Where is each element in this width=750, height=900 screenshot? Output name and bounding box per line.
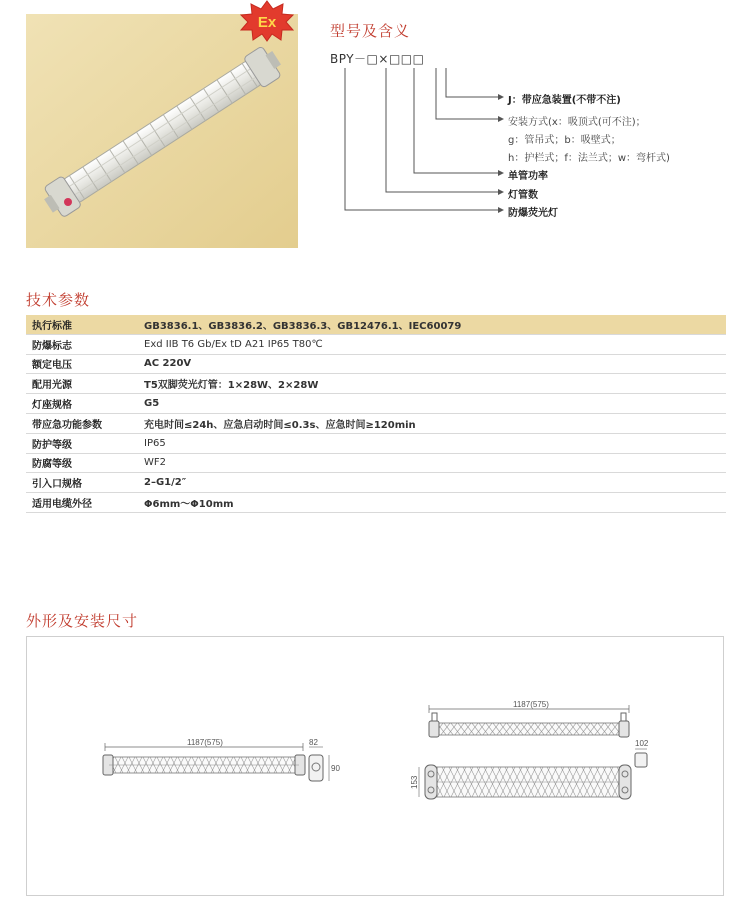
ex-badge-label: Ex [257, 14, 277, 31]
model-code-prefix: BPY－ [330, 52, 367, 66]
table-row [26, 413, 726, 433]
model-title: 型号及含义 [330, 22, 411, 40]
dimension-drawings [27, 637, 723, 895]
legend-emergency: J：带应急装置(不带不注) [508, 95, 621, 106]
spec-value: G5 [138, 394, 726, 414]
left-view [103, 738, 340, 781]
spec-value: T5双脚荧光灯管：1×28W、2×28W [138, 374, 726, 394]
ex-badge [236, 0, 298, 42]
legend-install-options-2: h：护栏式；f：法兰式；w：弯杆式) [508, 153, 670, 164]
table-row [26, 394, 726, 414]
spec-key: 适用电缆外径 [26, 493, 138, 513]
spec-value: 充电时间≤24h、应急启动时间≤0.3s、应急时间≥120min [138, 413, 726, 433]
model-code-boxes: □□□ [388, 52, 425, 66]
table-row [26, 374, 726, 394]
table-row [26, 433, 726, 453]
spec-key: 额定电压 [26, 354, 138, 374]
right-width-label: 102 [635, 739, 649, 748]
spec-key: 灯座规格 [26, 394, 138, 414]
table-row [26, 473, 726, 493]
spec-key: 防腐等级 [26, 453, 138, 473]
fluorescent-lamp-image [26, 14, 298, 248]
spec-value: 2–G1/2″ [138, 473, 726, 493]
dimensions-title: 外形及安装尺寸 [26, 612, 139, 630]
table-row [26, 493, 726, 513]
legend-tube-count: 灯管数 [508, 190, 538, 201]
legend-lamp-type: 防爆荧光灯 [508, 208, 558, 219]
table-row [26, 453, 726, 473]
spec-value: IP65 [138, 433, 726, 453]
spec-value: AC 220V [138, 354, 726, 374]
spec-value: Exd IIB T6 Gb/Ex tD A21 IP65 T80℃ [138, 334, 726, 354]
legend-install-options-1: g：管吊式；b：吸壁式； [508, 135, 621, 146]
specs-title: 技术参数 [26, 291, 91, 309]
right-front-view [410, 739, 649, 799]
specs-table [26, 315, 726, 513]
left-length-label: 1187(575) [187, 738, 223, 747]
legend-single-tube-power: 单管功率 [508, 171, 548, 182]
product-photo [26, 14, 298, 248]
table-row [26, 334, 726, 354]
spec-key: 带应急功能参数 [26, 413, 138, 433]
model-code-box: □ [366, 52, 379, 66]
dimensions-drawing [26, 636, 724, 896]
right-length-label: 1187(575) [513, 700, 549, 709]
spec-key: 防护等级 [26, 433, 138, 453]
spec-key: 执行标准 [26, 315, 138, 334]
model-diagram [330, 40, 710, 230]
spec-value: GB3836.1、GB3836.2、GB3836.3、GB12476.1、IEC60079 [138, 315, 726, 334]
legend-install-mode: 安装方式(x：吸顶式(可不注)； [508, 117, 646, 128]
table-row [26, 354, 726, 374]
spec-value: Φ6mm～Φ10mm [138, 493, 726, 513]
spec-key: 引入口规格 [26, 473, 138, 493]
right-top-view [429, 700, 629, 737]
spec-key: 配用光源 [26, 374, 138, 394]
table-row [26, 315, 726, 334]
spec-key: 防爆标志 [26, 334, 138, 354]
model-code-mult: × [378, 52, 389, 66]
left-width-label: 82 [309, 738, 318, 747]
left-height-label: 90 [331, 764, 340, 773]
spec-value: WF2 [138, 453, 726, 473]
right-height-label: 153 [410, 775, 419, 789]
